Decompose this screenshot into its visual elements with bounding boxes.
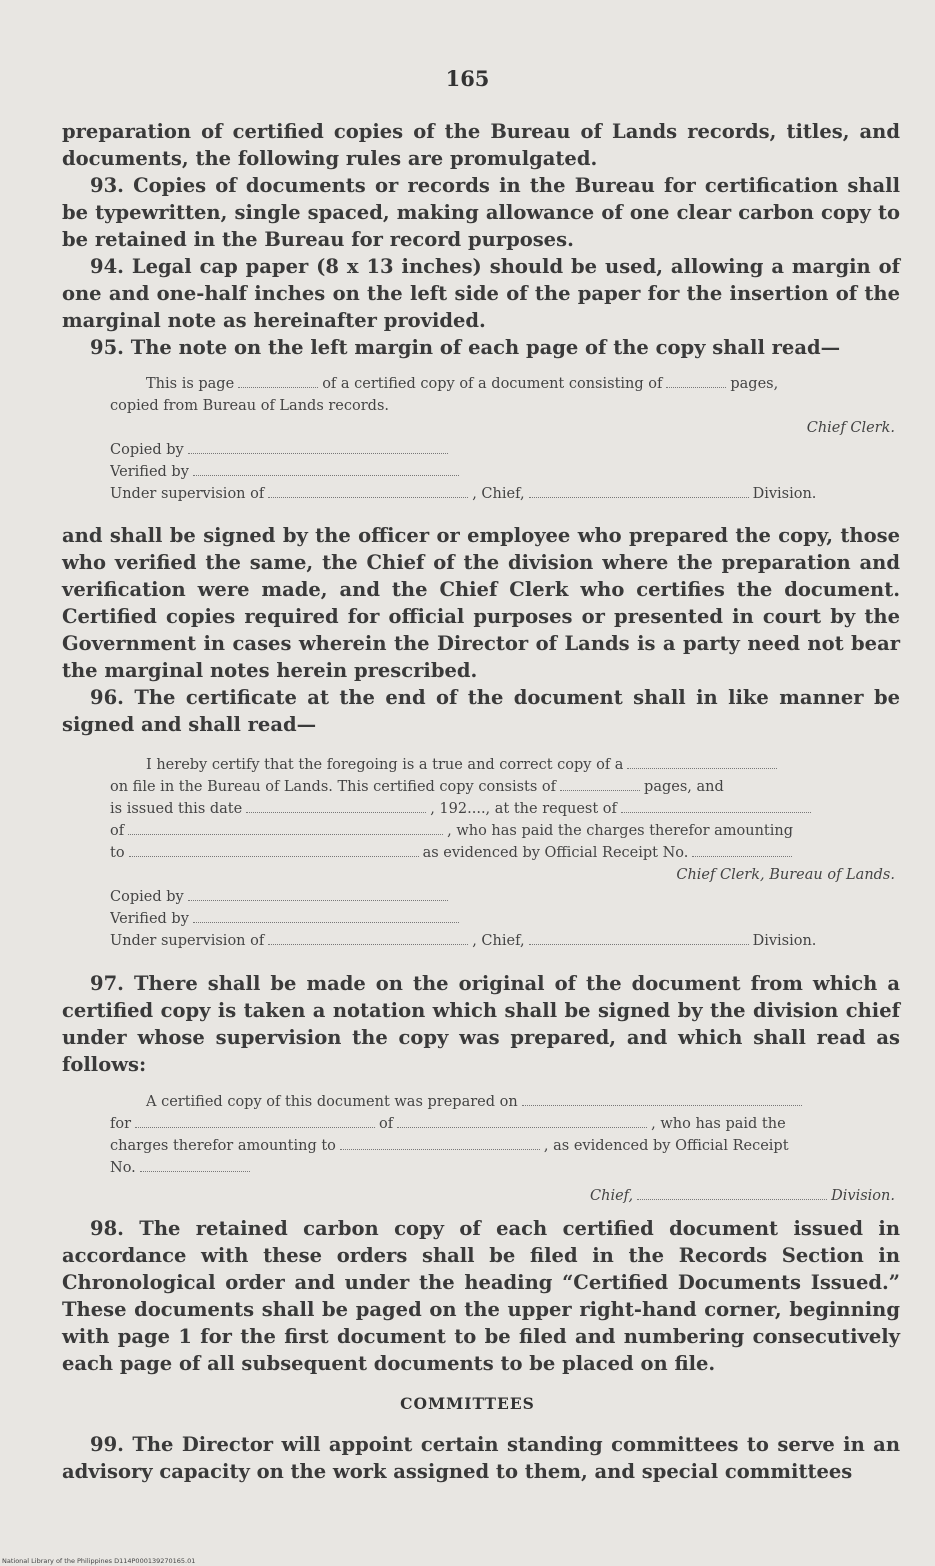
form3-division: Division. (831, 1188, 895, 1204)
blank-line (637, 1197, 827, 1200)
blank-line (135, 1125, 375, 1128)
form3-text: charges therefor amounting to (110, 1138, 336, 1154)
blank-line (188, 451, 448, 454)
paragraph-95: 95. The note on the left margin of each page of the copy shall read— (90, 336, 841, 359)
form2-text: as evidenced by Official Receipt No. (422, 845, 689, 861)
form1-text: copied from Bureau of Lands records. (110, 398, 390, 414)
blank-line (666, 385, 726, 388)
blank-line (238, 385, 318, 388)
blank-line (692, 854, 792, 857)
marginal-note-form (110, 373, 895, 505)
form2-signature: Chief Clerk, Bureau of Lands. (676, 867, 895, 883)
form3-text: , who has paid the (651, 1116, 786, 1132)
paragraph-97: 97. There shall be made on the original of the document from which a certified copy is taken a notation which shall be signed by the division chief under whose supervision the copy was prepared, and which shall read as follows: (62, 972, 900, 1076)
verified-by-label: Verified by (110, 464, 189, 480)
division-label: Division. (752, 933, 817, 949)
blank-line (529, 942, 749, 945)
blank-line (268, 942, 468, 945)
form2-text: of (110, 823, 125, 839)
form1-text: pages, (730, 376, 779, 392)
blank-line (340, 1147, 540, 1150)
form2-text: I hereby certify that the foregoing is a true and correct copy of a (146, 757, 624, 773)
form2-text: , 192...., at the request of (430, 801, 617, 817)
page-number: 165 (445, 66, 490, 91)
blank-line (621, 810, 811, 813)
section-heading: COMMITTEES (400, 1394, 535, 1413)
copied-by-label: Copied by (110, 442, 184, 458)
form1-signature: Chief Clerk. (806, 420, 895, 436)
form3-text: A certified copy of this document was prepared on (146, 1094, 518, 1110)
blank-line (246, 810, 426, 813)
form1-text: of a certified copy of a document consisting of (322, 376, 663, 392)
chief-label: , Chief, (472, 933, 525, 949)
paragraph-94: 94. Legal cap paper (8 x 13 inches) should be used, allowing a margin of one and one-half inches on the left side of the paper for the insertion of the marginal note as hereinafter provided. (62, 255, 900, 332)
blank-line (193, 473, 459, 476)
under-supervision-label: Under supervision of (110, 933, 265, 949)
blank-line (129, 854, 419, 857)
paragraph-96: 96. The certificate at the end of the document shall in like manner be signed and shall read— (62, 686, 900, 736)
blank-line (397, 1125, 647, 1128)
form2-text: to (110, 845, 125, 861)
form3-text: of (379, 1116, 394, 1132)
form3-chief: Chief, (590, 1188, 634, 1204)
blank-line (268, 495, 468, 498)
chief-label: , Chief, (472, 486, 525, 502)
paragraph-99: 99. The Director will appoint certain standing committees to serve in an advisory capacity on the work assigned to them, and special committees (62, 1433, 900, 1483)
form1-text: This is page (146, 376, 235, 392)
paragraph-93: 93. Copies of documents or records in the Bureau for certification shall be typewritten, single spaced, making allowance of one clear carbon copy to be retained in the Bureau for record purposes. (62, 174, 900, 251)
blank-line (140, 1169, 250, 1172)
form2-text: pages, and (644, 779, 724, 795)
notation-form (110, 1091, 895, 1207)
form3-text: , as evidenced by Official Receipt (543, 1138, 789, 1154)
verified-by-label: Verified by (110, 911, 189, 927)
blank-line (188, 898, 448, 901)
form2-text: on file in the Bureau of Lands. This certified copy consists of (110, 779, 557, 795)
paragraph-98: 98. The retained carbon copy of each certified document issued in accordance with these orders shall be filed in the Records Section in Chronological order and under the heading “Certified Documents Issued.” These documents shall be paged on the upper right-hand corner, beginning with page 1 for the first document to be filed and numbering consecutively each page of all subsequent documents to be placed on file. (62, 1217, 900, 1375)
blank-line (529, 495, 749, 498)
paragraph-95-continued: and shall be signed by the officer or employee who prepared the copy, those who verified the same, the Chief of the division where the preparation and verification were made, and the Chief Clerk who certifies the document. Certified copies required for official purposes or presented in court by the Government in cases wherein the Director of Lands is a party need not bear the marginal notes herein prescribed. (62, 524, 900, 682)
blank-line (522, 1103, 802, 1106)
form2-text: , who has paid the charges therefor amounting (447, 823, 793, 839)
under-supervision-label: Under supervision of (110, 486, 265, 502)
blank-line (128, 832, 443, 835)
form2-text: is issued this date (110, 801, 243, 817)
certificate-form (110, 754, 895, 952)
blank-line (193, 920, 459, 923)
blank-line (560, 788, 640, 791)
copied-by-label: Copied by (110, 889, 184, 905)
form3-text: No. (110, 1160, 136, 1176)
paragraph-intro: preparation of certified copies of the Bureau of Lands records, titles, and documents, the following rules are promulgated. (62, 120, 900, 170)
division-label: Division. (752, 486, 817, 502)
form3-text: for (110, 1116, 132, 1132)
blank-line (627, 766, 777, 769)
scan-footer: National Library of the Philippines D114P000139270165.01 (2, 1557, 196, 1565)
